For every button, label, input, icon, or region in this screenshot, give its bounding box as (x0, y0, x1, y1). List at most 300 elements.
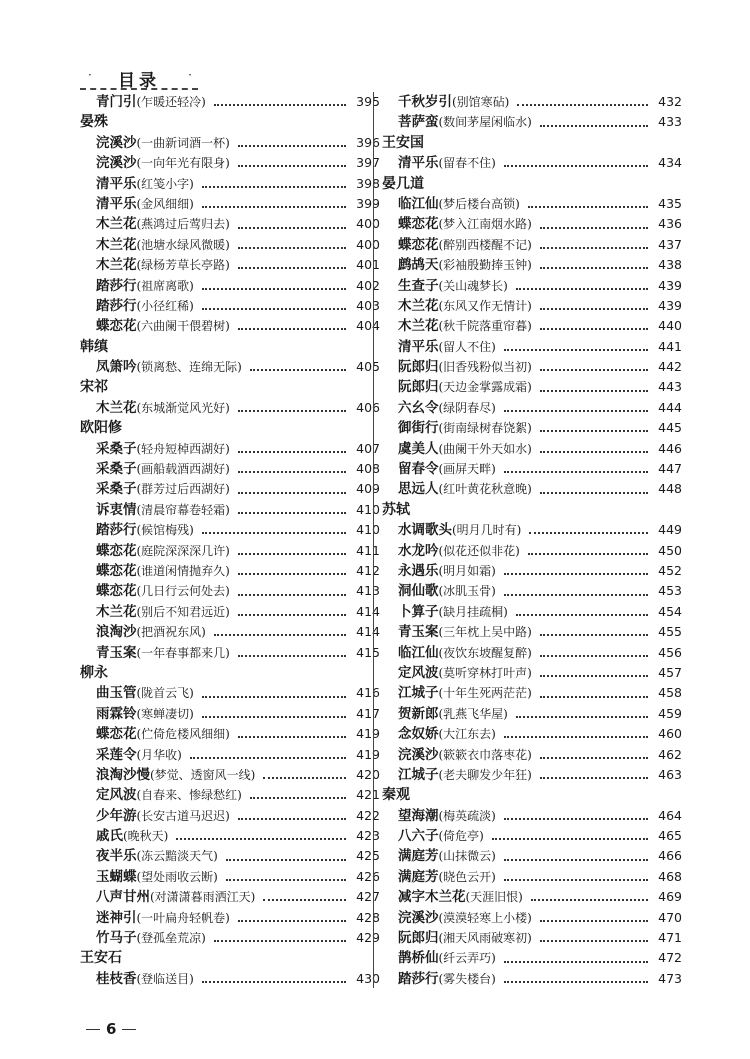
first-line: (晚秋天) (123, 829, 169, 844)
tune-name: 采桑子 (96, 461, 137, 478)
toc-entry[interactable] (382, 214, 682, 234)
tune-name: 清平乐 (398, 338, 439, 355)
first-line: (冻云黯淡天气) (136, 849, 218, 864)
toc-entry[interactable] (80, 745, 380, 765)
toc-entry[interactable] (382, 541, 682, 561)
tune-name: 卜算子 (398, 603, 439, 620)
page-ref: 414 (356, 624, 380, 640)
first-line: (梅英疏淡) (438, 808, 496, 823)
dot-leader (263, 899, 346, 901)
page-ref: 395 (356, 94, 380, 109)
tune-name: 竹马子 (96, 930, 137, 947)
first-line: (乳燕飞华屋) (438, 706, 508, 721)
dot-leader (540, 492, 648, 494)
toc-entry[interactable] (80, 276, 380, 296)
toc-entry[interactable] (80, 316, 380, 336)
toc-entry[interactable] (382, 948, 682, 968)
page-ref: 464 (658, 807, 682, 823)
first-line: (对潇潇暮雨洒江天) (150, 890, 256, 905)
toc-entry[interactable] (80, 439, 380, 459)
toc-entry[interactable] (382, 459, 682, 479)
toc-entry[interactable] (382, 255, 682, 275)
page-ref: 452 (658, 562, 682, 578)
page-ref: 446 (658, 440, 682, 456)
dot-leader (516, 716, 648, 718)
footer-dash-left (86, 1029, 100, 1030)
tune-name: 临江仙 (398, 195, 439, 212)
dot-leader (540, 328, 648, 330)
first-line: (月华收) (136, 747, 182, 762)
tune-name: 永遇乐 (398, 562, 439, 579)
tune-name: 木兰花 (96, 603, 137, 620)
tune-name: 玉蝴蝶 (96, 868, 137, 885)
first-line: (绿杨芳草长亭路) (136, 258, 230, 273)
dot-leader (238, 227, 346, 229)
toc-entry[interactable] (80, 581, 380, 601)
dot-leader (540, 227, 648, 229)
first-line: (似花还似非花) (438, 543, 520, 558)
toc-entry[interactable] (382, 520, 682, 540)
page-ref: 399 (356, 195, 380, 211)
dot-leader (529, 532, 648, 534)
toc-entry[interactable] (382, 887, 682, 907)
page-ref: 443 (658, 379, 682, 395)
first-line: (湘天风雨破寒初) (438, 931, 532, 946)
first-line: (红笺小字) (136, 176, 194, 191)
first-line: (关山魂梦长) (438, 278, 508, 293)
dot-leader (238, 145, 346, 147)
dot-leader (540, 308, 648, 310)
dot-leader (504, 573, 648, 575)
toc-entry[interactable] (80, 826, 380, 846)
first-line: (晓色云开) (438, 869, 496, 884)
first-line: (醉别西楼醒不记) (438, 237, 532, 252)
first-line: (明月几时有) (452, 523, 522, 538)
first-line: (金风细细) (136, 196, 194, 211)
toc-entry[interactable] (382, 92, 682, 112)
tune-name: 思远人 (398, 481, 439, 498)
tune-name: 浣溪沙 (398, 909, 439, 926)
toc-entry[interactable] (80, 214, 380, 234)
tune-name: 木兰花 (398, 318, 439, 335)
toc-entry[interactable] (382, 683, 682, 703)
first-line: (天边金掌露成霜) (438, 380, 532, 395)
dot-leader (202, 308, 346, 310)
tune-name: 六幺令 (398, 399, 439, 416)
author-heading: 苏轼 (382, 501, 410, 518)
first-line: (曲阑干外天如水) (438, 441, 532, 456)
page-ref: 402 (356, 277, 380, 293)
toc-entry[interactable] (80, 867, 380, 887)
tune-name: 鹧鸪天 (398, 257, 439, 274)
tune-name: 夜半乐 (96, 848, 137, 865)
dot-leader (516, 614, 648, 616)
tune-name: 清平乐 (96, 195, 137, 212)
tune-name: 踏莎行 (96, 297, 137, 314)
tune-name: 八六子 (398, 828, 439, 845)
author-heading: 欧阳修 (80, 420, 122, 437)
toc-entry[interactable] (80, 785, 380, 805)
toc-entry[interactable] (80, 92, 380, 112)
first-line: (数间茅屋闲临水) (438, 115, 532, 130)
toc-column-right (382, 92, 682, 989)
dot-leader (238, 492, 346, 494)
author-heading: 宋祁 (80, 379, 108, 396)
dot-leader (504, 410, 648, 412)
page-ref: 397 (356, 155, 380, 171)
dot-leader (238, 471, 346, 473)
toc-entry[interactable] (382, 969, 682, 989)
tune-name: 木兰花 (96, 216, 137, 233)
toc-entry[interactable] (80, 174, 380, 194)
page-title: 目录 (118, 71, 160, 91)
toc-entry[interactable] (80, 602, 380, 622)
toc-entry[interactable] (382, 704, 682, 724)
page-ref: 468 (658, 868, 682, 884)
toc-entry[interactable] (80, 133, 380, 153)
dot-leader (540, 125, 648, 127)
toc-entry[interactable] (382, 112, 682, 132)
page-ref: 442 (658, 359, 682, 375)
page-ref: 413 (356, 583, 380, 599)
dot-leader (238, 573, 346, 575)
first-line: (街南绿树春饶絮) (438, 421, 532, 436)
toc-entry[interactable] (382, 745, 682, 765)
tune-name: 青门引 (96, 94, 137, 110)
first-line: (莫听穿林打叶声) (438, 665, 532, 680)
dot-leader (238, 247, 346, 249)
dot-leader (238, 736, 346, 738)
dot-leader (540, 920, 648, 922)
tune-name: 浣溪沙 (96, 155, 137, 172)
dot-leader (540, 430, 648, 432)
first-line: (一年春事都来几) (136, 645, 230, 660)
page-ref: 432 (658, 94, 682, 109)
toc-entry[interactable] (80, 928, 380, 948)
dot-leader (190, 757, 346, 759)
tune-name: 清平乐 (398, 155, 439, 172)
tune-name: 曲玉管 (96, 685, 137, 702)
page-ref: 426 (356, 868, 380, 884)
first-line: (留人不住) (438, 339, 496, 354)
first-line: (冰肌玉骨) (438, 584, 496, 599)
toc-entry[interactable] (382, 581, 682, 601)
toc-entry[interactable] (382, 235, 682, 255)
page-ref: 450 (658, 542, 682, 558)
page-ref: 428 (356, 909, 380, 925)
tune-name: 木兰花 (398, 297, 439, 314)
toc-entry[interactable] (382, 398, 682, 418)
header-dot-right: · (188, 68, 192, 82)
tune-name: 蝶恋花 (96, 562, 137, 579)
first-line: (几日行云何处去) (136, 584, 230, 599)
page-ref: 429 (356, 930, 380, 946)
toc-entry[interactable] (80, 561, 380, 581)
tune-name: 蝶恋花 (398, 216, 439, 233)
toc-entry[interactable] (80, 459, 380, 479)
page-ref: 409 (356, 481, 380, 497)
first-line: (山抹微云) (438, 849, 496, 864)
dot-leader (504, 961, 648, 963)
page-ref: 472 (658, 950, 682, 966)
toc-entry[interactable] (382, 479, 682, 499)
tune-name: 阮郎归 (398, 359, 439, 376)
first-line: (簌簌衣巾落枣花) (438, 747, 532, 762)
dot-leader (202, 981, 346, 983)
tune-name: 贺新郎 (398, 705, 439, 722)
dot-leader (517, 104, 648, 106)
author-heading: 王安国 (382, 134, 424, 151)
dot-leader (540, 675, 648, 677)
page-ref: 422 (356, 807, 380, 823)
page-ref: 445 (658, 420, 682, 436)
toc-entry[interactable] (80, 765, 380, 785)
toc-entry[interactable] (80, 194, 380, 214)
first-line: (群芳过后西湖好) (136, 482, 230, 497)
first-line: (陇首云飞) (136, 686, 194, 701)
page-ref: 410 (356, 501, 380, 517)
author-heading: 晏几道 (382, 175, 424, 192)
tune-name: 迷神引 (96, 909, 137, 926)
toc-entry[interactable] (382, 153, 682, 173)
page-ref: 449 (658, 522, 682, 538)
page-ref: 434 (658, 155, 682, 171)
toc-entry[interactable] (382, 316, 682, 336)
page-ref: 415 (356, 644, 380, 660)
toc-entry[interactable] (382, 724, 682, 744)
dot-leader (516, 288, 648, 290)
author-heading: 王安石 (80, 950, 122, 967)
toc-column-left (80, 92, 380, 989)
page-ref: 405 (356, 359, 380, 375)
toc-entry[interactable] (80, 255, 380, 275)
toc-entry[interactable] (382, 643, 682, 663)
toc-entry[interactable] (80, 398, 380, 418)
first-line: (十年生死两茫茫) (438, 686, 532, 701)
toc-entry[interactable] (382, 622, 682, 642)
tune-name: 千秋岁引 (398, 94, 452, 110)
page-ref: 414 (356, 603, 380, 619)
dot-leader (226, 879, 346, 881)
toc-entry[interactable] (382, 765, 682, 785)
first-line: (清晨帘幕卷轻霜) (136, 502, 230, 517)
tune-name: 满庭芳 (398, 848, 439, 865)
toc-entry[interactable] (382, 602, 682, 622)
dot-leader (540, 940, 648, 942)
toc-entry[interactable] (80, 704, 380, 724)
dot-leader (263, 777, 346, 779)
toc-entry[interactable] (80, 500, 380, 520)
toc-entry[interactable] (80, 479, 380, 499)
toc-entry[interactable] (382, 561, 682, 581)
dot-leader (202, 288, 346, 290)
first-line: (彩袖殷勤捧玉钟) (438, 258, 532, 273)
dot-leader (202, 206, 346, 208)
tune-name: 江城子 (398, 685, 439, 702)
tune-name: 御街行 (398, 420, 439, 437)
dot-leader (238, 451, 346, 453)
author-heading: 秦观 (382, 787, 410, 804)
dot-leader (238, 594, 346, 596)
page-ref: 438 (658, 257, 682, 273)
toc-entry[interactable] (382, 806, 682, 826)
dot-leader (202, 532, 346, 534)
page-ref: 423 (356, 828, 380, 844)
tune-name: 定风波 (96, 787, 137, 804)
first-line: (候馆梅残) (136, 523, 194, 538)
first-line: (燕鸿过后莺归去) (136, 217, 230, 232)
page-ref: 454 (658, 603, 682, 619)
first-line: (锁离愁、连绵无际) (136, 360, 242, 375)
dot-leader (540, 777, 648, 779)
dot-leader (528, 206, 648, 208)
toc-entry[interactable] (80, 969, 380, 989)
dot-leader (540, 696, 648, 698)
toc-entry[interactable] (382, 846, 682, 866)
author-heading: 柳永 (80, 664, 108, 681)
first-line: (一向年光有限身) (136, 156, 230, 171)
toc-entry[interactable] (80, 153, 380, 173)
dot-leader (540, 390, 648, 392)
page-ref: 404 (356, 318, 380, 334)
first-line: (缺月挂疏桐) (438, 604, 508, 619)
page-ref: 437 (658, 236, 682, 252)
page-ref: 439 (658, 277, 682, 293)
dot-leader (528, 553, 648, 555)
tune-name: 采桑子 (96, 481, 137, 498)
first-line: (登孤垒荒凉) (136, 931, 206, 946)
page-ref: 463 (658, 766, 682, 782)
toc-entry[interactable] (80, 724, 380, 744)
first-line: (别后不知君远近) (136, 604, 230, 619)
toc-entry[interactable] (382, 296, 682, 316)
first-line: (六曲阑干偎碧树) (136, 319, 230, 334)
tune-name: 浪淘沙 (96, 624, 137, 641)
page-ref: 400 (356, 236, 380, 252)
page-ref: 455 (658, 624, 682, 640)
toc-entry[interactable] (382, 357, 682, 377)
dot-leader (504, 736, 648, 738)
dot-leader (250, 797, 346, 799)
first-line: (明月如霜) (438, 563, 496, 578)
toc-entry[interactable] (382, 194, 682, 214)
page-ref: 457 (658, 664, 682, 680)
first-line: (秋千院落重帘暮) (438, 319, 532, 334)
tune-name: 满庭芳 (398, 868, 439, 885)
tune-name: 踏莎行 (96, 522, 137, 539)
toc-entry[interactable] (80, 846, 380, 866)
page-ref: 471 (658, 930, 682, 946)
toc-entry[interactable] (382, 867, 682, 887)
toc-entry[interactable] (382, 418, 682, 438)
page-footer (80, 1020, 142, 1038)
tune-name: 木兰花 (96, 257, 137, 274)
tune-name: 雨霖铃 (96, 705, 137, 722)
first-line: (一曲新词酒一杯) (136, 135, 230, 150)
page-ref: 435 (658, 195, 682, 211)
dot-leader (238, 512, 346, 514)
toc-entry[interactable] (80, 296, 380, 316)
tune-name: 临江仙 (398, 644, 439, 661)
toc-entry[interactable] (80, 541, 380, 561)
tune-name: 青玉案 (96, 644, 137, 661)
dot-leader (238, 614, 346, 616)
tune-name: 蝶恋花 (398, 236, 439, 253)
tune-name: 水龙吟 (398, 542, 439, 559)
page-ref: 396 (356, 134, 380, 150)
page-ref: 459 (658, 705, 682, 721)
first-line: (登临送目) (136, 971, 194, 986)
first-line: (漠漠轻寒上小楼) (438, 910, 532, 925)
first-line: (东城渐觉风光好) (136, 400, 230, 415)
toc-entry[interactable] (80, 887, 380, 907)
toc-entry[interactable] (382, 928, 682, 948)
toc-entry[interactable] (80, 357, 380, 377)
toc-entry[interactable] (382, 663, 682, 683)
first-line: (绿阴春尽) (438, 400, 496, 415)
first-line: (画船载酒西湖好) (136, 462, 230, 477)
toc-entry[interactable] (80, 235, 380, 255)
toc-entry[interactable] (80, 908, 380, 928)
dot-leader (176, 838, 346, 840)
toc-entry[interactable] (80, 643, 380, 663)
page-ref: 447 (658, 461, 682, 477)
page-ref: 427 (356, 889, 380, 905)
page-ref: 416 (356, 685, 380, 701)
dot-leader (492, 838, 648, 840)
dot-leader (504, 981, 648, 983)
toc-entry[interactable] (382, 908, 682, 928)
dot-leader (226, 859, 346, 861)
tune-name: 阮郎归 (398, 379, 439, 396)
dot-leader (238, 655, 346, 657)
toc-entry[interactable] (382, 276, 682, 296)
page-ref: 436 (658, 216, 682, 232)
tune-name: 诉衷情 (96, 501, 137, 518)
dot-leader (504, 818, 648, 820)
dot-leader (238, 920, 346, 922)
toc-entry[interactable] (80, 622, 380, 642)
first-line: (庭院深深深几许) (136, 543, 230, 558)
first-line: (老夫聊发少年狂) (438, 767, 532, 782)
header-dot-left: · (88, 68, 92, 82)
toc-entry[interactable] (382, 377, 682, 397)
tune-name: 蝶恋花 (96, 583, 137, 600)
page-ref: 412 (356, 562, 380, 578)
toc-entry[interactable] (382, 826, 682, 846)
dot-leader (504, 165, 648, 167)
tune-name: 八声甘州 (96, 889, 150, 906)
page-ref: 462 (658, 746, 682, 762)
page-ref: 466 (658, 848, 682, 864)
toc-entry[interactable] (382, 439, 682, 459)
page-ref: 439 (658, 297, 682, 313)
dot-leader (238, 410, 346, 412)
toc-entry[interactable] (80, 806, 380, 826)
page-ref: 460 (658, 726, 682, 742)
tune-name: 江城子 (398, 766, 439, 783)
toc-entry[interactable] (382, 337, 682, 357)
tune-name: 少年游 (96, 807, 137, 824)
first-line: (天涯旧恨) (465, 890, 523, 905)
toc-entry[interactable] (80, 520, 380, 540)
toc-entry[interactable] (80, 683, 380, 703)
page-ref: 440 (658, 318, 682, 334)
page-ref: 408 (356, 461, 380, 477)
tune-name: 浣溪沙 (96, 134, 137, 151)
dot-leader (504, 594, 648, 596)
tune-name: 采莲令 (96, 746, 137, 763)
